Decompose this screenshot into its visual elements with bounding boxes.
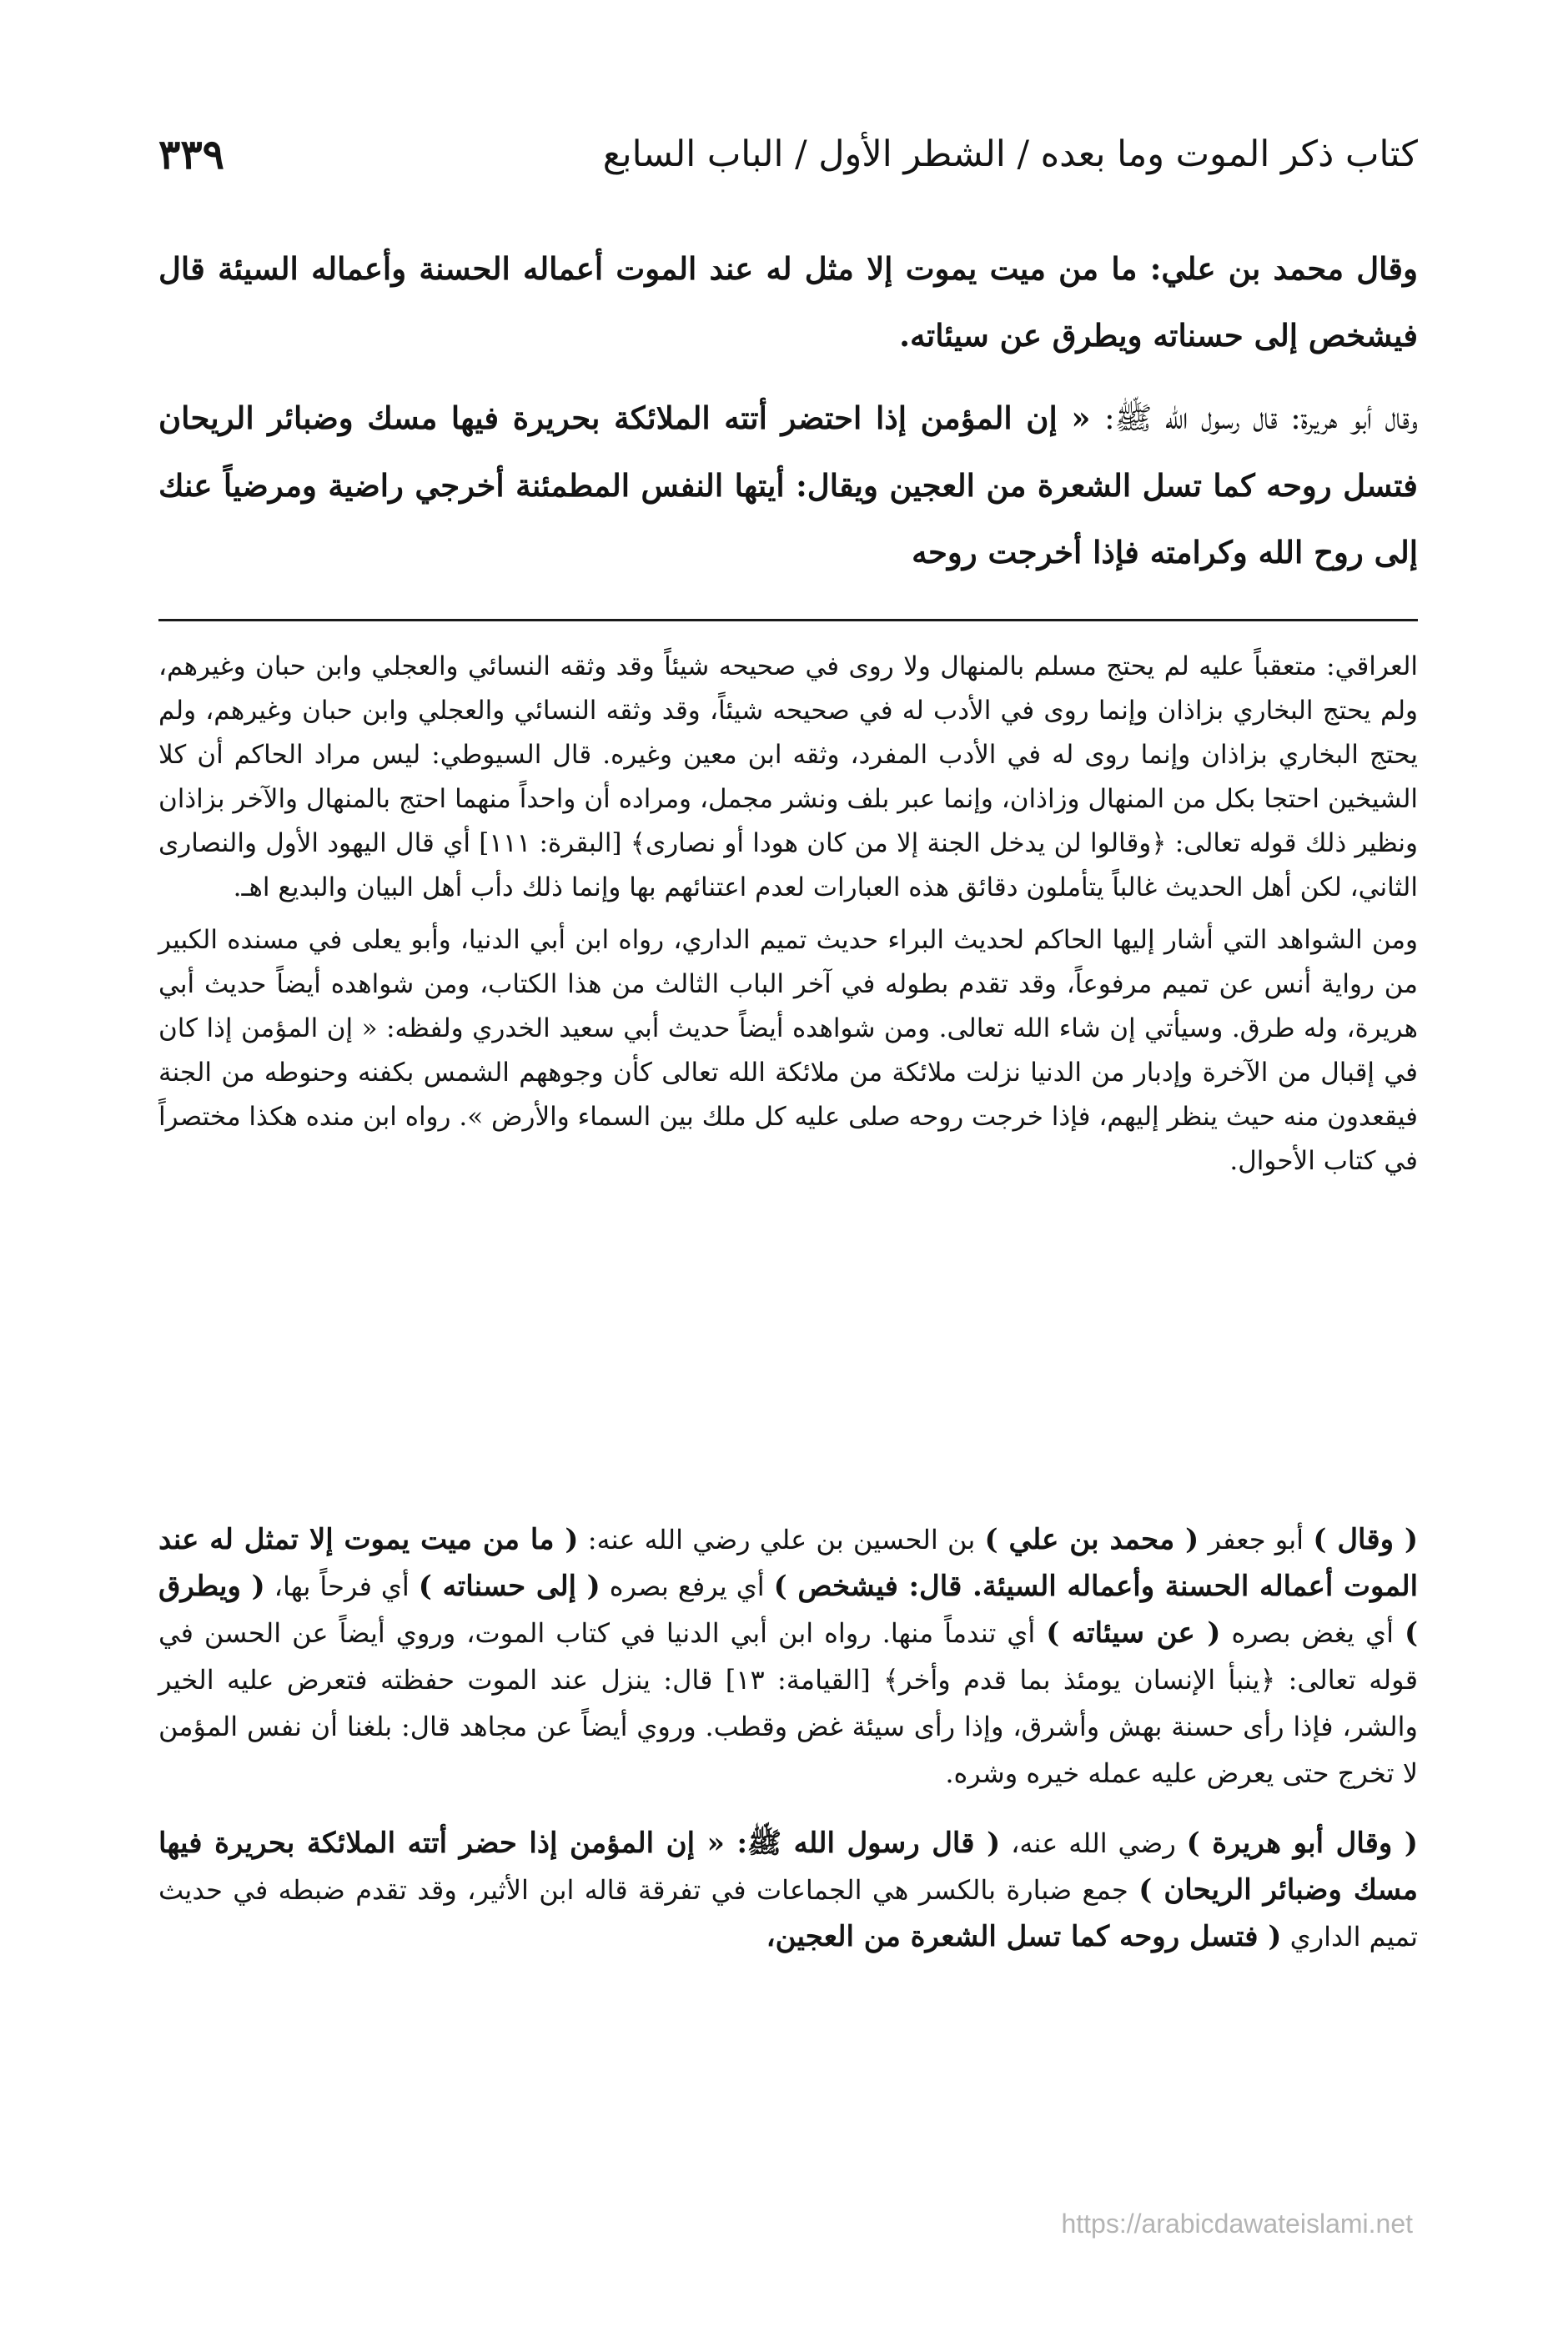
sharh-text: جمع ضبارة بالكسر هي الجماعات في تفرقة قاله ابن الأثير، وقد تقدم ضبطه في حديث تميم الداري [158,1874,1418,1953]
main-paragraph-intro: وقال أبو هريرة: قال رسول الله ﷺ: [1104,400,1418,436]
main-text [158,235,1418,601]
footnote-paragraph: العراقي: متعقباً عليه لم يحتج مسلم بالمنهال ولا روى في صحيحه شيئاً وقد وثقه النسائي والعجلي وابن حبان وغيرهم، ولم يحتج البخاري بزاذان وإنما روى في الأدب له في صحيحه شيئاً، وقد وثقه النسائي والعجلي وابن حبان وغيرهم، ولم يحتج البخاري بزاذان وإنما روى له في الأدب المفرد، وثقه ابن معين وغيره. قال السيوطي: ليس مراد الحاكم أن كلا الشيخين احتجا بكل من المنهال وزاذان، وإنما عبر بلف ونشر مجمل، ومراده أن واحداً منهما احتج بالمنهال والآخر بزاذان ونظير ذلك قوله تعالى: ﴿وقالوا لن يدخل الجنة إلا من كان هودا أو نصارى﴾ [البقرة: ١١١] أي قال اليهود الأول والنصارى الثاني، لكن أهل الحديث غالباً يتأملون دقائق هذه العبارات لعدم اعتنائهم بها وإنما ذلك دأب أهل البيان والبديع اهـ. [158,651,1418,902]
main-paragraph: وقال محمد بن علي: ما من ميت يموت إلا مثل له عند الموت أعماله الحسنة وأعماله السيئة قال فيشخص إلى حسناته ويطرق عن سيئاته. [158,250,1418,354]
matn-quote: ( محمد بن علي ) [984,1523,1199,1556]
source-watermark-link[interactable]: https://arabicdawateislami.net [1061,2209,1413,2239]
footnote-divider [158,619,1418,621]
main-paragraph-hadith: « إن المؤمن إذا احتضر أتته الملائكة بحريرة فيها مسك وضبائر الريحان فتسل روحه كما تسل الشعرة من العجين ويقال: أيتها النفس المطمئنة أخرجي راضية ومرضياً عنك إلى روح الله وكرامته فإذا أخرجت روحه [158,400,1418,570]
matn-quote: ( فتسل روحه كما تسل الشعرة من العجين، [766,1920,1282,1953]
sharh-text: أبو جعفر [1208,1524,1304,1556]
footnote-paragraph: ومن الشواهد التي أشار إليها الحاكم لحديث البراء حديث تميم الداري، رواه ابن أبي الدنيا، وأبو يعلى في مسنده الكبير من رواية أنس عن تميم مرفوعاً، وقد تقدم بطوله في آخر الباب الثالث من هذا الكتاب، ومن شواهده أيضاً حديث أبي هريرة، وله طرق. وسيأتي إن شاء الله تعالى. ومن شواهده أيضاً حديث أبي سعيد الخدري ولفظه: « إن المؤمن إذا كان في إقبال من الآخرة وإدبار من الدنيا نزلت ملائكة من ملائكة الله تعالى كأن وجوههم الشمس بكفنه وحنوطه من الجنة فيقعدون منه حيث ينظر إليهم، فإذا خرجت روحه صلى عليه كل ملك بين السماء والأرض ». رواه ابن منده هكذا مختصراً في كتاب الأحوال. [158,925,1418,1176]
sharh-text: بن الحسين بن علي رضي الله عنه: [587,1524,976,1556]
sharh-text: أي يغض بصره [1231,1617,1394,1649]
matn-quote: ( قال رسول الله ﷺ: « إن المؤمن إذا حضر أتته الملائكة بحريرة فيها مسك وضبائر الريحان ) [158,1827,1419,1907]
main-paragraph [158,384,1418,586]
matn-quote: ( عن سيئاته ) [1046,1616,1221,1650]
commentary [158,1516,1418,1972]
matn-quote: ( وقال ) [1313,1523,1419,1556]
matn-quote: ( ويطرق ) [158,1570,1419,1650]
sharh-text: أي يرفع بصره [609,1571,765,1602]
footnotes [158,645,1418,1184]
sharh-text: أي تندماً منها. رواه ابن أبي الدنيا في كتاب الموت، وروي أيضاً عن الحسن في قوله تعالى: ﴿ينبأ الإنسان يومئذ بما قدم وأخر﴾ [القيامة: ١٣] قال: ينزل عند الموت حفظته فتعرض عليه الخير والشر، فإذا رأى حسنة بهش وأشرق، وإذا رأى سيئة غض وقطب. وروي أيضاً عن مجاهد قال: بلغنا أن نفس المؤمن لا تخرج حتى يعرض عليه عمله خيره وشره. [158,1617,1419,1789]
commentary-paragraph [158,1820,1418,1960]
matn-quote: ( وقال أبو هريرة ) [1186,1827,1418,1860]
matn-quote: ( إلى حسناته ) [418,1570,601,1603]
matn-quote: ( ما من ميت يموت إلا تمثل له عند الموت أعماله الحسنة وأعماله السيئة. قال: فيشخص ) [158,1523,1419,1603]
sharh-text: رضي الله عنه، [1011,1827,1176,1859]
page-header [158,117,1418,192]
sharh-text: أي فرحاً بها، [274,1571,410,1602]
page-number: ٣٣٩ [158,130,224,178]
commentary-paragraph [158,1516,1418,1797]
running-head: كتاب ذكر الموت وما بعده / الشطر الأول / الباب السابع [602,133,1418,175]
